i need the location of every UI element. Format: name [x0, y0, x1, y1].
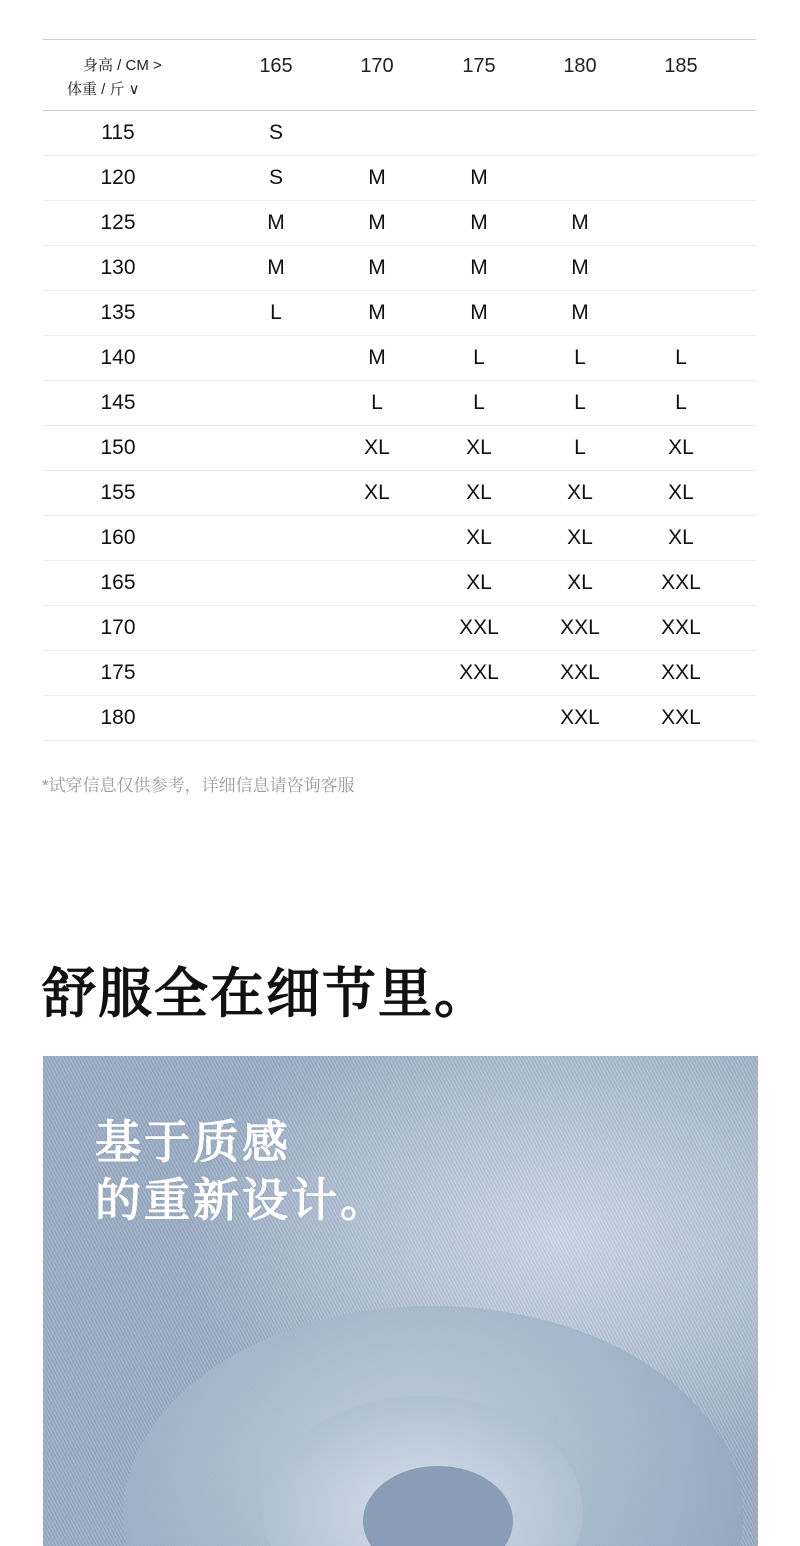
size-cell: L [371, 391, 383, 414]
size-cell: XXL [560, 616, 600, 639]
size-cell: M [470, 211, 488, 234]
table-row [43, 426, 756, 471]
table-row [43, 111, 756, 156]
size-cell: XL [466, 526, 492, 549]
size-cell: M [368, 301, 386, 324]
table-row [43, 336, 756, 381]
size-cell: L [473, 346, 485, 369]
size-cell: M [368, 166, 386, 189]
weight-cell: 170 [100, 616, 136, 639]
size-cell: XL [466, 436, 492, 459]
size-cell: S [268, 121, 283, 144]
size-cell: L [574, 436, 586, 459]
table-corner [43, 40, 193, 110]
height-axis-label: 身高 / CM > [83, 57, 162, 74]
table-row [43, 471, 756, 516]
size-cell: M [267, 256, 285, 279]
disclaimer-note: *试穿信息仅供参考，详细信息请咨询客服 [42, 776, 355, 795]
size-cell: M [368, 211, 386, 234]
size-cell: XXL [560, 706, 600, 729]
size-cell: XXL [661, 661, 701, 684]
weight-cell: 125 [100, 211, 136, 234]
size-cell: M [267, 211, 285, 234]
table-row [43, 291, 756, 336]
size-cell: M [470, 256, 488, 279]
table-row [43, 516, 756, 561]
size-cell: XL [364, 436, 390, 459]
size-cell: M [368, 256, 386, 279]
weight-cell: 180 [100, 706, 136, 729]
photo-caption-line2: 的重新设计。 [95, 1174, 389, 1226]
table-row [43, 201, 756, 246]
weight-cell: 135 [100, 301, 136, 324]
weight-cell: 130 [100, 256, 136, 279]
table-row [43, 381, 756, 426]
weight-cell: 160 [100, 526, 136, 549]
size-cell: XXL [459, 616, 499, 639]
size-cell: M [571, 211, 589, 234]
size-cell: XXL [661, 616, 701, 639]
height-header: 165 [259, 55, 293, 77]
size-cell: XXL [560, 661, 600, 684]
height-header: 170 [360, 55, 394, 77]
height-header: 175 [462, 55, 496, 77]
size-cell: XXL [459, 661, 499, 684]
size-cell: S [268, 166, 283, 189]
weight-cell: 165 [100, 571, 136, 594]
size-cell: XL [668, 436, 694, 459]
size-cell: M [571, 301, 589, 324]
height-header: 185 [664, 55, 698, 77]
weight-cell: 140 [100, 346, 136, 369]
weight-cell: 150 [100, 436, 136, 459]
size-cell: XL [567, 481, 593, 504]
size-cell: L [574, 346, 586, 369]
weight-axis-label: 体重 / 斤 ∨ [67, 81, 140, 98]
weight-cell: 115 [101, 121, 135, 144]
size-cell: M [470, 301, 488, 324]
denim-fabric-photo [43, 1056, 758, 1546]
size-cell: M [368, 346, 386, 369]
weight-cell: 120 [100, 166, 136, 189]
height-header: 180 [563, 55, 597, 77]
section-headline: 舒服全在细节里。 [42, 964, 490, 1024]
size-cell: XL [466, 481, 492, 504]
size-cell: XL [364, 481, 390, 504]
size-cell: M [470, 166, 488, 189]
weight-cell: 155 [100, 481, 136, 504]
size-cell: XL [567, 526, 593, 549]
table-header-row [43, 40, 756, 111]
size-cell: M [571, 256, 589, 279]
table-row [43, 246, 756, 291]
size-cell: L [675, 346, 687, 369]
weight-cell: 175 [100, 661, 136, 684]
size-cell: XL [567, 571, 593, 594]
table-row [43, 696, 756, 741]
size-cell: XXL [661, 706, 701, 729]
size-cell: L [574, 391, 586, 414]
size-cell: XL [668, 526, 694, 549]
size-cell: XXL [661, 571, 701, 594]
size-cell: L [473, 391, 485, 414]
size-cell: XL [466, 571, 492, 594]
table-body [43, 111, 756, 741]
photo-caption-line1: 基于质感 [95, 1116, 291, 1168]
weight-cell: 145 [100, 391, 136, 414]
size-cell: L [675, 391, 687, 414]
table-row [43, 561, 756, 606]
table-row [43, 606, 756, 651]
table-row [43, 156, 756, 201]
size-cell: XL [668, 481, 694, 504]
size-cell: L [270, 301, 282, 324]
table-row [43, 651, 756, 696]
size-table [43, 39, 756, 741]
